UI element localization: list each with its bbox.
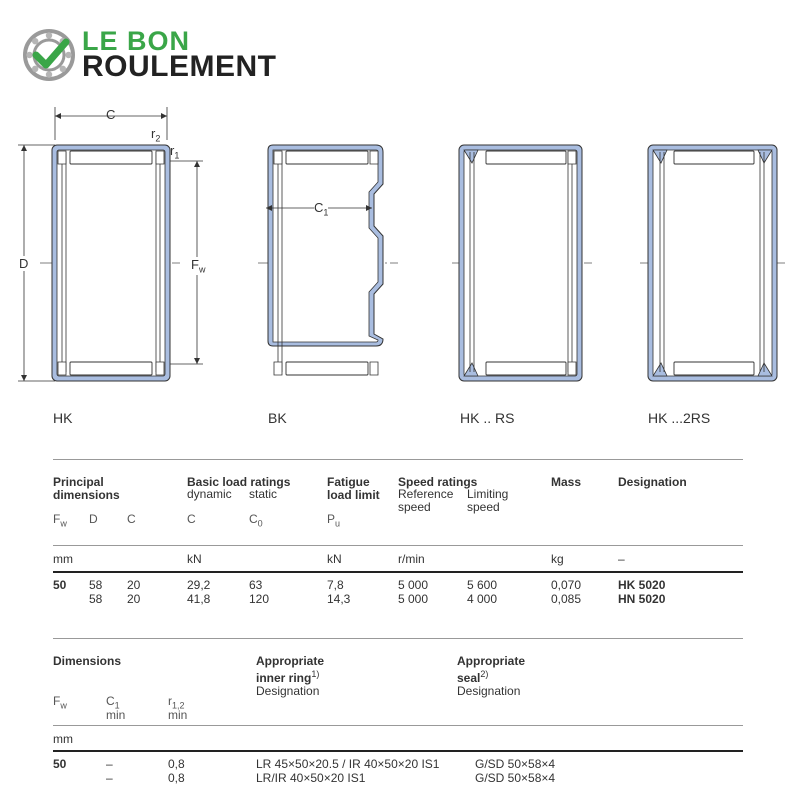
t2-h-inner-ring-l1: Appropriate — [256, 654, 325, 668]
t1-h-designation: Designation — [618, 475, 687, 489]
t1-cell: 41,8 — [187, 592, 211, 606]
t2-col-r — [168, 757, 185, 785]
table2-data-rule — [53, 750, 743, 752]
t1-col-mass — [551, 578, 581, 606]
t1-sym-cdyn: C — [187, 512, 196, 526]
label-r1: $r_1$ — [170, 143, 180, 161]
t2-col-ring — [256, 757, 439, 785]
t1-h-reference: Reference speed — [398, 487, 454, 514]
label-fw: $F_w$ — [191, 257, 206, 275]
t2-cell: 0,8 — [168, 771, 185, 785]
hk2rs-drawing — [640, 145, 785, 381]
t1-sym-c0: $C_0$ — [249, 512, 263, 529]
t1-h-mass: Mass — [551, 475, 582, 489]
caption-hk-2rs: HK ...2RS — [648, 410, 711, 426]
t2-cell: LR 45×50×20.5 / IR 40×50×20 IS1 — [256, 757, 440, 771]
t1-cell: 5 600 — [467, 578, 498, 592]
caption-hk: HK — [53, 410, 73, 426]
t1-h-dynamic: dynamic — [187, 487, 232, 501]
t1-h-basic-load: Basic load ratings — [187, 475, 291, 489]
table1-units-rule — [53, 545, 743, 546]
t1-h-fatigue: Fatigue load limit — [327, 475, 380, 502]
t1-cell: 63 — [249, 578, 263, 592]
t1-unit-kn2: kN — [327, 552, 342, 566]
bearing-drawings — [0, 100, 800, 400]
t2-h-seal-l2: seal$^{2)}$ — [457, 669, 489, 685]
label-r2: $r_2$ — [151, 126, 161, 144]
t1-designation: HK 5020 — [618, 578, 666, 592]
t2-cell: G/SD 50×58×4 — [475, 771, 556, 785]
t1-designation: HN 5020 — [618, 592, 666, 606]
t1-cell: 58 — [89, 592, 103, 606]
t2-h-seal — [457, 655, 525, 698]
t2-h-inner-ring-l2: inner ring$^{1)}$ — [256, 669, 320, 685]
t2-h-inner-ring-des: Designation — [256, 684, 320, 698]
t2-fw: 50 — [53, 757, 67, 771]
t2-col-seal — [475, 757, 555, 785]
t1-cell: 5 000 — [398, 592, 429, 606]
t1-unit-dash: – — [618, 552, 625, 566]
t1-col-lim — [467, 578, 497, 606]
t2-sym-c1: $C_1$ min — [106, 694, 126, 723]
t2-cell: – — [106, 771, 113, 785]
t1-col-d — [89, 578, 102, 606]
t2-col-c1 — [106, 757, 113, 785]
logo-line1: LE BON — [82, 26, 191, 56]
t1-col-fat — [327, 578, 350, 606]
t1-col-stat — [249, 578, 269, 606]
t2-h-inner-ring — [256, 655, 324, 698]
t2-h-dimensions: Dimensions — [53, 654, 122, 668]
t1-sym-d: D — [89, 512, 98, 526]
t1-cell: 58 — [89, 578, 103, 592]
t1-unit-mm: mm — [53, 552, 73, 566]
t1-h-principal: Principal dimensions — [53, 475, 120, 502]
t2-h-seal-des: Designation — [457, 684, 521, 698]
t1-cell: 0,070 — [551, 578, 582, 592]
t1-cell: 7,8 — [327, 578, 344, 592]
table2-units-rule — [53, 725, 743, 726]
t1-col-dyn — [187, 578, 210, 606]
table2-top-rule — [53, 638, 743, 639]
t1-sym-fw: $F_w$ — [53, 512, 67, 529]
t1-col-des — [618, 578, 665, 606]
t1-cell: 20 — [127, 578, 141, 592]
table1-data-rule — [53, 571, 743, 573]
caption-hk-rs: HK .. RS — [460, 410, 515, 426]
caption-bk: BK — [268, 410, 287, 426]
t1-cell: 14,3 — [327, 592, 351, 606]
t2-sym-r12: $r_{1,2}$ min — [168, 694, 188, 723]
t1-h-static: static — [249, 487, 278, 501]
t1-h-speed: Speed ratings — [398, 475, 478, 489]
t2-h-seal-l1: Appropriate — [457, 654, 526, 668]
table1-top-rule — [53, 459, 743, 460]
t2-cell: – — [106, 757, 113, 771]
t2-cell: LR/IR 40×50×20 IS1 — [256, 771, 366, 785]
t2-cell: 0,8 — [168, 757, 185, 771]
t1-sym-pu: $P_u$ — [327, 512, 341, 529]
bk-drawing — [258, 145, 398, 375]
hkrs-drawing — [452, 145, 592, 381]
label-c1: $C_1$ — [314, 200, 329, 218]
t1-cell: 4 000 — [467, 592, 498, 606]
t1-cell: 29,2 — [187, 578, 211, 592]
t1-cell: 120 — [249, 592, 270, 606]
t1-fw: 50 — [53, 578, 67, 592]
t1-col-ref — [398, 578, 428, 606]
logo-line2: ROULEMENT — [82, 50, 277, 83]
t1-cell: 5 000 — [398, 578, 429, 592]
t1-unit-kg: kg — [551, 552, 564, 566]
bearing-check-icon — [22, 28, 76, 82]
t1-unit-rmin: r/min — [398, 552, 425, 566]
t1-sym-c: C — [127, 512, 136, 526]
label-c: C — [106, 107, 116, 122]
t1-cell: 20 — [127, 592, 141, 606]
t1-cell: 0,085 — [551, 592, 582, 606]
t2-sym-fw: $F_w$ — [53, 694, 67, 711]
t1-col-c — [127, 578, 140, 606]
t2-unit-mm: mm — [53, 732, 73, 746]
t2-cell: G/SD 50×58×4 — [475, 757, 556, 771]
t1-h-limiting: Limiting speed — [467, 487, 509, 514]
t1-unit-kn1: kN — [187, 552, 202, 566]
label-d: D — [19, 256, 29, 271]
